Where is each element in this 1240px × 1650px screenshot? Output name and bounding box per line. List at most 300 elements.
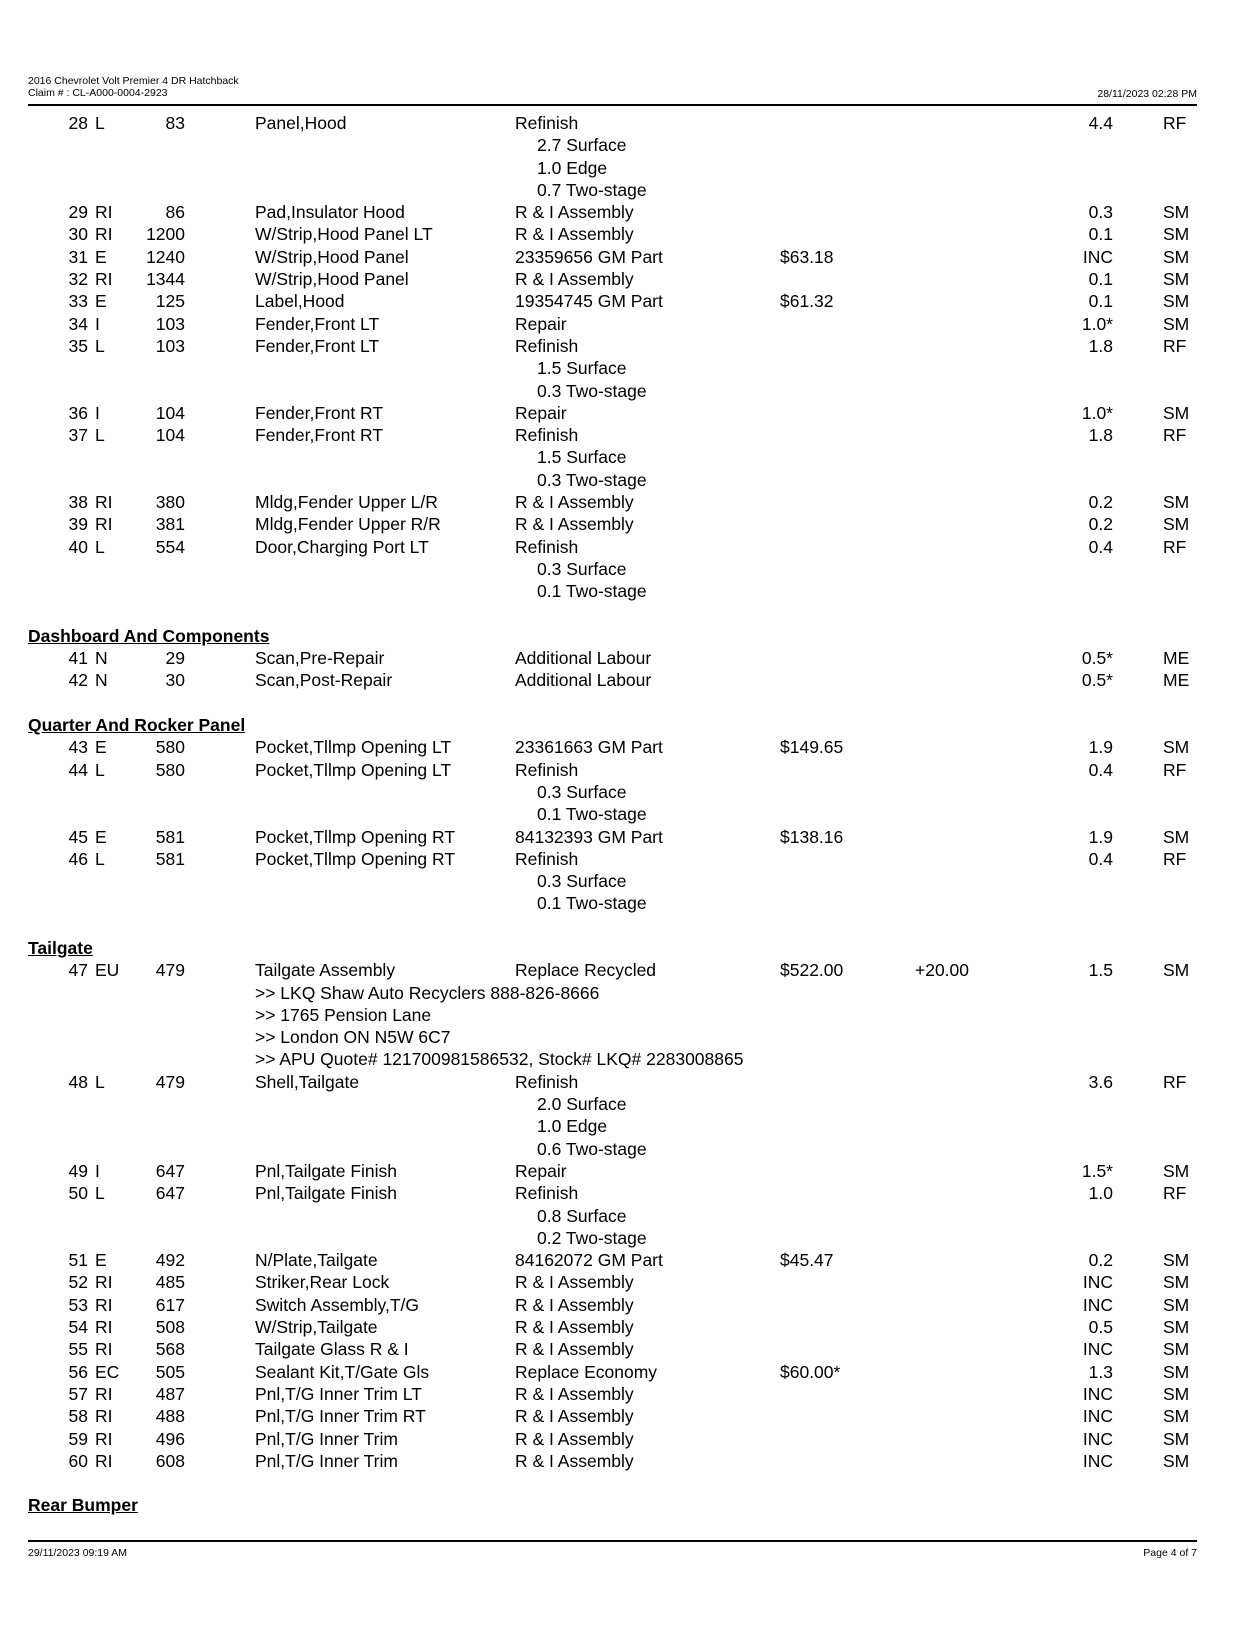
line-number: 49 (68, 1160, 88, 1181)
section-heading (0, 1494, 1240, 1516)
line-number: 54 (68, 1317, 88, 1338)
line-item-row (0, 1071, 1240, 1093)
labor-type: SM (1163, 1383, 1190, 1404)
price-adjustment: +20.00 (915, 960, 970, 981)
part-price: $61.32 (780, 291, 834, 312)
refinish-breakdown-row (0, 1205, 1240, 1227)
part-description: Scan,Post-Repair (255, 670, 393, 691)
line-note: >> LKQ Shaw Auto Recyclers 888-826-8666 (255, 982, 600, 1003)
line-item-row (0, 736, 1240, 758)
line-number: 29 (68, 202, 88, 223)
operation-code: RI (95, 1294, 113, 1315)
line-number: 41 (68, 648, 88, 669)
labor-type: SM (1163, 492, 1190, 513)
refinish-breakdown-row (0, 1227, 1240, 1249)
operation-code: N (95, 648, 108, 669)
vehicle-title: 2016 Chevrolet Volt Premier 4 DR Hatchback (28, 75, 239, 87)
line-number: 53 (68, 1294, 88, 1315)
labor-type: RF (1163, 536, 1187, 557)
line-item-row (0, 1160, 1240, 1182)
operation-code: E (95, 291, 107, 312)
labor-type: SM (1163, 291, 1190, 312)
reference-number: 580 (155, 737, 185, 758)
part-description: Sealant Kit,T/Gate Gls (255, 1361, 430, 1382)
part-description: Pocket,Tllmp Opening LT (255, 737, 452, 758)
labor-hours: INC (1082, 1272, 1113, 1293)
labor-type: SM (1163, 1250, 1190, 1271)
labor-type: ME (1163, 648, 1190, 669)
line-number: 52 (68, 1272, 88, 1293)
labor-hours: 0.4 (1088, 536, 1113, 557)
part-description: Panel,Hood (255, 113, 347, 133)
labor-hours: 3.6 (1088, 1071, 1113, 1092)
labor-type: RF (1163, 1183, 1187, 1204)
reference-number: 617 (155, 1294, 185, 1315)
refinish-breakdown: 2.7 Surface (537, 135, 627, 156)
operation-description: R & I Assembly (515, 1317, 634, 1338)
line-item-row (0, 1338, 1240, 1360)
line-note: >> 1765 Pension Lane (255, 1004, 432, 1025)
part-description: Pnl,T/G Inner Trim (255, 1450, 398, 1471)
operation-description: R & I Assembly (515, 1406, 634, 1427)
operation-description: Replace Economy (515, 1361, 658, 1382)
part-description: Fender,Front RT (255, 402, 384, 423)
labor-hours: INC (1082, 1383, 1113, 1404)
refinish-breakdown: 1.0 Edge (537, 157, 608, 178)
section-title: Quarter And Rocker Panel (28, 715, 246, 736)
reference-number: 30 (165, 670, 185, 691)
reference-number: 103 (155, 335, 185, 356)
labor-hours: 1.8 (1088, 335, 1113, 356)
line-item-row (0, 536, 1240, 558)
reference-number: 492 (155, 1250, 185, 1271)
line-number: 39 (68, 514, 88, 535)
line-number: 60 (68, 1450, 88, 1471)
labor-type: SM (1163, 402, 1190, 423)
line-item-row (0, 268, 1240, 290)
labor-type: SM (1163, 202, 1190, 223)
labor-hours: 0.5* (1081, 648, 1113, 669)
note-row (0, 1026, 1240, 1048)
line-item-row (0, 513, 1240, 535)
reference-number: 83 (165, 113, 185, 133)
reference-number: 104 (155, 402, 185, 423)
reference-number: 86 (165, 202, 185, 223)
section-heading (0, 714, 1240, 736)
reference-number: 568 (155, 1339, 185, 1360)
line-number: 40 (68, 536, 88, 557)
part-description: Striker,Rear Lock (255, 1272, 390, 1293)
reference-number: 508 (155, 1317, 185, 1338)
operation-code: E (95, 737, 107, 758)
part-price: $45.47 (780, 1250, 834, 1271)
operation-code: E (95, 1250, 107, 1271)
labor-hours: 0.3 (1088, 202, 1113, 223)
reference-number: 554 (155, 536, 185, 557)
labor-type: SM (1163, 514, 1190, 535)
labor-hours: 0.2 (1088, 514, 1113, 535)
reference-number: 505 (155, 1361, 185, 1382)
header-divider (28, 104, 1197, 106)
part-description: Tailgate Glass R & I (255, 1339, 409, 1360)
line-number: 31 (68, 246, 88, 267)
labor-type: SM (1163, 224, 1190, 245)
line-item-row (0, 223, 1240, 245)
labor-hours: 1.0* (1081, 313, 1113, 334)
labor-hours: 4.4 (1088, 113, 1113, 133)
refinish-breakdown-row (0, 1138, 1240, 1160)
labor-hours: 0.4 (1088, 848, 1113, 869)
line-item-row (0, 1182, 1240, 1204)
refinish-breakdown: 0.2 Two-stage (537, 1227, 647, 1248)
labor-hours: INC (1082, 1450, 1113, 1471)
reference-number: 647 (155, 1183, 185, 1204)
reference-number: 1344 (146, 269, 185, 290)
reference-number: 103 (155, 313, 185, 334)
section-title: Dashboard And Components (28, 625, 270, 646)
operation-description: R & I Assembly (515, 492, 634, 513)
refinish-breakdown-row (0, 1093, 1240, 1115)
reference-number: 479 (155, 960, 185, 981)
operation-description: Refinish (515, 1183, 579, 1204)
labor-hours: 0.5* (1081, 670, 1113, 691)
line-item-row (0, 1316, 1240, 1338)
estimate-lines (0, 112, 1240, 1517)
line-number: 50 (68, 1183, 88, 1204)
line-number: 42 (68, 670, 88, 691)
refinish-breakdown-row (0, 446, 1240, 468)
labor-hours: INC (1082, 1339, 1113, 1360)
reference-number: 647 (155, 1160, 185, 1181)
part-description: Pnl,T/G Inner Trim (255, 1428, 398, 1449)
operation-description: Refinish (515, 425, 579, 446)
operation-code: L (95, 1071, 105, 1092)
line-number: 38 (68, 492, 88, 513)
refinish-breakdown-row (0, 469, 1240, 491)
operation-description: 84132393 GM Part (515, 826, 663, 847)
part-description: W/Strip,Hood Panel (255, 269, 409, 290)
section-heading (0, 937, 1240, 959)
operation-description: R & I Assembly (515, 202, 634, 223)
labor-type: RF (1163, 113, 1187, 133)
line-item-row (0, 246, 1240, 268)
footer-divider (28, 1540, 1197, 1542)
operation-code: RI (95, 202, 113, 223)
operation-code: RI (95, 514, 113, 535)
labor-type: SM (1163, 246, 1190, 267)
line-number: 55 (68, 1339, 88, 1360)
reference-number: 581 (155, 848, 185, 869)
operation-code: N (95, 670, 108, 691)
labor-hours: 1.3 (1088, 1361, 1113, 1382)
line-number: 58 (68, 1406, 88, 1427)
labor-type: RF (1163, 759, 1187, 780)
line-item-row (0, 1450, 1240, 1472)
part-description: Pnl,T/G Inner Trim RT (255, 1406, 426, 1427)
labor-hours: 0.4 (1088, 759, 1113, 780)
note-row (0, 1004, 1240, 1026)
section-title: Tailgate (28, 937, 93, 958)
reference-number: 29 (165, 648, 185, 669)
refinish-breakdown-row (0, 781, 1240, 803)
part-description: Pocket,Tllmp Opening RT (255, 826, 456, 847)
operation-code: I (95, 402, 100, 423)
part-description: Pocket,Tllmp Opening RT (255, 848, 456, 869)
line-note: >> APU Quote# 121700981586532, Stock# LKQ# 2283008865 (255, 1049, 744, 1070)
operation-description: R & I Assembly (515, 1272, 634, 1293)
labor-hours: INC (1082, 1406, 1113, 1427)
line-number: 51 (68, 1250, 88, 1271)
labor-type: ME (1163, 670, 1190, 691)
line-item-row (0, 402, 1240, 424)
labor-hours: 0.5 (1088, 1317, 1113, 1338)
refinish-breakdown: 1.5 Surface (537, 447, 627, 468)
part-price: $63.18 (780, 246, 834, 267)
operation-description: Repair (515, 402, 567, 423)
line-item-row (0, 1271, 1240, 1293)
reference-number: 125 (155, 291, 185, 312)
section-title: Rear Bumper (28, 1495, 138, 1516)
operation-code: RI (95, 1428, 113, 1449)
refinish-breakdown: 1.5 Surface (537, 358, 627, 379)
labor-hours: 1.9 (1088, 737, 1113, 758)
reference-number: 580 (155, 759, 185, 780)
note-row (0, 1048, 1240, 1070)
operation-description: R & I Assembly (515, 1294, 634, 1315)
labor-type: SM (1163, 960, 1190, 981)
part-description: Pnl,T/G Inner Trim LT (255, 1383, 422, 1404)
line-item-row (0, 1428, 1240, 1450)
refinish-breakdown-row (0, 580, 1240, 602)
part-description: W/Strip,Hood Panel LT (255, 224, 433, 245)
reference-number: 485 (155, 1272, 185, 1293)
operation-code: RI (95, 1339, 113, 1360)
refinish-breakdown: 1.0 Edge (537, 1116, 608, 1137)
refinish-breakdown: 0.1 Two-stage (537, 893, 647, 914)
part-price: $138.16 (780, 826, 844, 847)
operation-description: R & I Assembly (515, 1428, 634, 1449)
line-number: 33 (68, 291, 88, 312)
labor-type: SM (1163, 1361, 1190, 1382)
part-price: $149.65 (780, 737, 844, 758)
operation-code: RI (95, 492, 113, 513)
operation-description: R & I Assembly (515, 1339, 634, 1360)
operation-description: R & I Assembly (515, 514, 634, 535)
operation-description: Refinish (515, 113, 579, 133)
refinish-breakdown-row (0, 803, 1240, 825)
part-description: Mldg,Fender Upper R/R (255, 514, 441, 535)
line-number: 57 (68, 1383, 88, 1404)
operation-description: Replace Recycled (515, 960, 657, 981)
operation-description: Refinish (515, 759, 579, 780)
part-description: W/Strip,Hood Panel (255, 246, 409, 267)
labor-type: SM (1163, 269, 1190, 290)
reference-number: 487 (155, 1383, 185, 1404)
operation-description: R & I Assembly (515, 1450, 634, 1471)
operation-description: 23359656 GM Part (515, 246, 663, 267)
labor-type: SM (1163, 313, 1190, 334)
reference-number: 1200 (146, 224, 185, 245)
labor-type: SM (1163, 826, 1190, 847)
refinish-breakdown: 0.8 Surface (537, 1205, 627, 1226)
line-number: 43 (68, 737, 88, 758)
operation-description: Refinish (515, 1071, 579, 1092)
line-number: 47 (68, 960, 88, 981)
operation-description: R & I Assembly (515, 224, 634, 245)
refinish-breakdown: 0.7 Two-stage (537, 179, 647, 200)
operation-code: L (95, 848, 105, 869)
operation-description: Additional Labour (515, 670, 652, 691)
operation-code: RI (95, 1406, 113, 1427)
line-item-row (0, 1383, 1240, 1405)
labor-type: SM (1163, 737, 1190, 758)
claim-number: Claim # : CL-A000-0004-2923 (28, 87, 168, 99)
reference-number: 1240 (146, 246, 185, 267)
operation-code: L (95, 536, 105, 557)
reference-number: 479 (155, 1071, 185, 1092)
operation-code: L (95, 759, 105, 780)
line-number: 28 (68, 113, 88, 133)
refinish-breakdown-row (0, 179, 1240, 201)
line-item-row (0, 848, 1240, 870)
reference-number: 488 (155, 1406, 185, 1427)
operation-description: Refinish (515, 335, 579, 356)
part-description: Tailgate Assembly (255, 960, 396, 981)
part-description: Fender,Front LT (255, 335, 380, 356)
labor-type: SM (1163, 1317, 1190, 1338)
labor-type: SM (1163, 1339, 1190, 1360)
labor-type: SM (1163, 1450, 1190, 1471)
labor-hours: 1.0 (1088, 1183, 1113, 1204)
refinish-breakdown-row (0, 892, 1240, 914)
operation-code: RI (95, 1450, 113, 1471)
line-item-row (0, 647, 1240, 669)
refinish-breakdown-row (0, 157, 1240, 179)
operation-description: 19354745 GM Part (515, 291, 663, 312)
line-number: 37 (68, 425, 88, 446)
refinish-breakdown: 0.3 Two-stage (537, 469, 647, 490)
line-item-row (0, 669, 1240, 691)
line-number: 45 (68, 826, 88, 847)
footer-datetime: 29/11/2023 09:19 AM (28, 1547, 128, 1559)
labor-hours: INC (1082, 1294, 1113, 1315)
labor-type: SM (1163, 1406, 1190, 1427)
operation-code: L (95, 113, 105, 133)
operation-code: E (95, 246, 107, 267)
operation-code: EC (95, 1361, 120, 1382)
line-number: 56 (68, 1361, 88, 1382)
part-description: Label,Hood (255, 291, 345, 312)
operation-code: RI (95, 1272, 113, 1293)
header-datetime: 28/11/2023 02:28 PM (1097, 88, 1197, 100)
line-item-row (0, 313, 1240, 335)
operation-description: Refinish (515, 536, 579, 557)
line-item-row (0, 201, 1240, 223)
refinish-breakdown-row (0, 134, 1240, 156)
line-number: 36 (68, 402, 88, 423)
operation-code: L (95, 425, 105, 446)
part-description: Pnl,Tailgate Finish (255, 1160, 398, 1181)
line-number: 44 (68, 759, 88, 780)
line-item-row (0, 290, 1240, 312)
line-item-row (0, 826, 1240, 848)
labor-hours: 1.5 (1088, 960, 1113, 981)
part-description: Shell,Tailgate (255, 1071, 360, 1092)
labor-type: RF (1163, 1071, 1187, 1092)
labor-hours: 0.1 (1088, 224, 1113, 245)
operation-code: L (95, 1183, 105, 1204)
reference-number: 608 (155, 1450, 185, 1471)
line-item-row (0, 112, 1240, 134)
operation-description: R & I Assembly (515, 269, 634, 290)
refinish-breakdown: 0.3 Two-stage (537, 380, 647, 401)
part-description: Pocket,Tllmp Opening LT (255, 759, 452, 780)
line-item-row (0, 1361, 1240, 1383)
operation-description: Repair (515, 313, 567, 334)
part-description: Pnl,Tailgate Finish (255, 1183, 398, 1204)
labor-type: RF (1163, 335, 1187, 356)
line-number: 46 (68, 848, 88, 869)
labor-hours: 1.5* (1081, 1160, 1113, 1181)
refinish-breakdown-row (0, 380, 1240, 402)
refinish-breakdown: 0.1 Two-stage (537, 804, 647, 825)
refinish-breakdown: 2.0 Surface (537, 1094, 627, 1115)
part-price: $522.00 (780, 960, 844, 981)
part-description: Switch Assembly,T/G (255, 1294, 420, 1315)
labor-type: SM (1163, 1294, 1190, 1315)
operation-code: RI (95, 1317, 113, 1338)
labor-hours: 0.2 (1088, 492, 1113, 513)
operation-description: Refinish (515, 848, 579, 869)
operation-code: RI (95, 224, 113, 245)
part-description: W/Strip,Tailgate (255, 1317, 378, 1338)
line-item-row (0, 335, 1240, 357)
refinish-breakdown: 0.6 Two-stage (537, 1138, 647, 1159)
refinish-breakdown: 0.1 Two-stage (537, 581, 647, 602)
line-item-row (0, 959, 1240, 981)
line-item-row (0, 1294, 1240, 1316)
labor-hours: 1.0* (1081, 402, 1113, 423)
reference-number: 381 (155, 514, 185, 535)
operation-description: R & I Assembly (515, 1383, 634, 1404)
line-number: 30 (68, 224, 88, 245)
reference-number: 581 (155, 826, 185, 847)
labor-hours: 0.1 (1088, 269, 1113, 290)
operation-code: L (95, 335, 105, 356)
labor-hours: 0.2 (1088, 1250, 1113, 1271)
line-item-row (0, 759, 1240, 781)
labor-hours: 1.8 (1088, 425, 1113, 446)
report-header (28, 75, 239, 99)
operation-code: E (95, 826, 107, 847)
line-item-row (0, 424, 1240, 446)
refinish-breakdown-row (0, 357, 1240, 379)
part-description: Fender,Front RT (255, 425, 384, 446)
operation-code: I (95, 1160, 100, 1181)
part-description: Mldg,Fender Upper L/R (255, 492, 438, 513)
reference-number: 104 (155, 425, 185, 446)
line-item-row (0, 491, 1240, 513)
operation-code: RI (95, 269, 113, 290)
refinish-breakdown-row (0, 1115, 1240, 1137)
labor-hours: 1.9 (1088, 826, 1113, 847)
operation-code: I (95, 313, 100, 334)
labor-hours: 0.1 (1088, 291, 1113, 312)
line-number: 34 (68, 313, 88, 334)
refinish-breakdown-row (0, 870, 1240, 892)
labor-type: SM (1163, 1428, 1190, 1449)
refinish-breakdown: 0.3 Surface (537, 558, 627, 579)
